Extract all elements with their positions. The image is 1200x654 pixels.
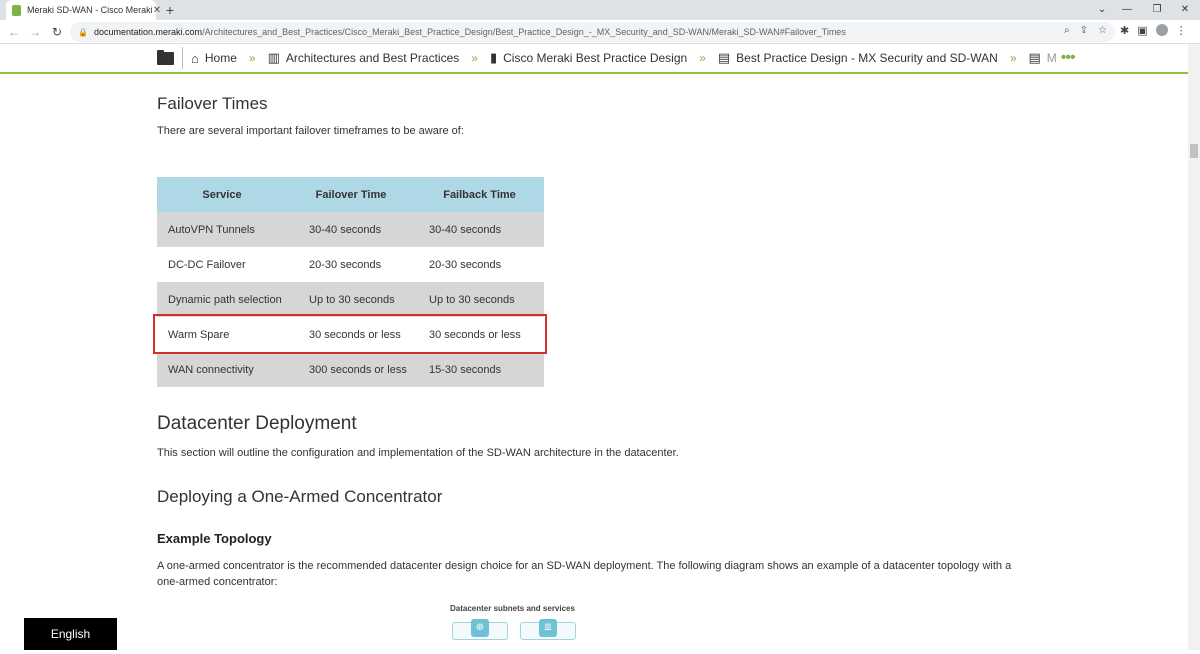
- home-icon: ⌂: [191, 50, 199, 66]
- table-cell: Up to 30 seconds: [415, 282, 544, 317]
- breadcrumb-best-practice-design[interactable]: [490, 50, 687, 66]
- url-input[interactable]: [70, 22, 1115, 42]
- table-cell: 300 seconds or less: [287, 352, 415, 387]
- table-cell: Warm Spare: [157, 317, 287, 352]
- table-cell: 20-30 seconds: [287, 247, 415, 282]
- breadcrumb-separator: »: [248, 51, 256, 65]
- breadcrumb-separator: »: [699, 51, 706, 65]
- breadcrumb: [157, 44, 1075, 72]
- back-button[interactable]: ←: [8, 25, 20, 39]
- diagram-node: [452, 622, 508, 640]
- table-header-row: [157, 177, 544, 212]
- table-cell: DC-DC Failover: [157, 247, 287, 282]
- star-icon[interactable]: ☆: [1098, 25, 1107, 36]
- url-host: documentation.meraki.com: [94, 27, 203, 37]
- close-tab-icon[interactable]: ✕: [152, 4, 162, 16]
- table-cell: Up to 30 seconds: [287, 282, 415, 317]
- books-icon: ▥: [267, 50, 280, 65]
- side-panel-icon[interactable]: ▣: [1137, 25, 1148, 37]
- document-icon: ▤: [1028, 50, 1041, 65]
- table-cell: AutoVPN Tunnels: [157, 212, 287, 247]
- new-tab-button[interactable]: +: [165, 2, 175, 18]
- url-path: /Architectures_and_Best_Practices/Cisco_Meraki_Best_Practice_Design/Best_Practice_Design_-_MX_Security_and_SD-WAN/Meraki_SD-WAN#Failover_Times: [202, 27, 846, 37]
- section-heading-failover: Failover Times: [157, 94, 268, 113]
- menu-icon[interactable]: ⋮: [1175, 25, 1187, 37]
- table-cell: 20-30 seconds: [415, 247, 544, 282]
- breadcrumb-mx-security[interactable]: [718, 50, 998, 66]
- table-cell: WAN connectivity: [157, 352, 287, 387]
- breadcrumb-separator: »: [1009, 51, 1017, 65]
- table-cell: 30 seconds or less: [415, 317, 544, 352]
- close-window-button[interactable]: ✕: [1180, 4, 1190, 15]
- table-cell: Dynamic path selection: [157, 282, 287, 317]
- table-cell: 30-40 seconds: [415, 212, 544, 247]
- failover-intro: There are several important failover timeframes to be aware of:: [157, 125, 464, 137]
- diagram-node: [520, 622, 576, 640]
- scrollbar[interactable]: [1188, 44, 1200, 650]
- more-icon[interactable]: •••: [1060, 49, 1075, 66]
- restore-button[interactable]: ❐: [1152, 4, 1162, 15]
- table-cell: 30 seconds or less: [287, 317, 415, 352]
- one-armed-body: A one-armed concentrator is the recommended datacenter design choice for an SD-WAN deployment. The following diagram shows an example of a datacenter topology with a one-armed concentrator:: [157, 560, 1012, 588]
- column-header: Failover Time: [287, 177, 415, 212]
- breadcrumb-label: Architectures and Best Practices: [285, 51, 460, 65]
- lock-icon: 🔒: [78, 27, 88, 37]
- table-row: [157, 282, 544, 317]
- browser-tab[interactable]: [6, 0, 162, 20]
- tab-title: Meraki SD-WAN - Cisco Meraki: [27, 5, 153, 15]
- zoom-icon[interactable]: ⌕: [1064, 25, 1070, 36]
- table-row: [157, 247, 544, 282]
- diagram-title: Datacenter subnets and services: [450, 604, 575, 613]
- database-icon: ≣: [539, 619, 557, 637]
- subheading-example-topology: Example Topology: [157, 531, 272, 546]
- globe-icon: ⊕: [471, 619, 489, 637]
- breadcrumb-architectures[interactable]: [268, 50, 460, 66]
- table-cell: 15-30 seconds: [415, 352, 544, 387]
- table-row: [157, 317, 544, 352]
- failover-table: [157, 177, 544, 387]
- chevron-down-icon[interactable]: ⌄: [1097, 4, 1107, 15]
- browser-tab-bar: [0, 0, 1200, 20]
- column-header: Failback Time: [415, 177, 544, 212]
- favicon-icon: [12, 5, 21, 16]
- section-heading-one-armed: Deploying a One-Armed Concentrator: [157, 487, 443, 506]
- document-icon: ▤: [717, 50, 731, 65]
- language-selector[interactable]: English: [24, 618, 117, 650]
- extensions-icon[interactable]: ✱: [1120, 25, 1130, 37]
- section-heading-datacenter: Datacenter Deployment: [157, 413, 357, 434]
- breadcrumb-bar: [0, 44, 1188, 74]
- breadcrumb-home[interactable]: [191, 51, 237, 66]
- book-icon: ▮: [489, 50, 498, 65]
- breadcrumb-label: M: [1046, 51, 1057, 65]
- breadcrumb-label: Home: [204, 51, 237, 65]
- forward-button[interactable]: →: [29, 25, 41, 39]
- table-row: [157, 212, 544, 247]
- address-bar-row: [0, 20, 1200, 44]
- breadcrumb-label: Cisco Meraki Best Practice Design: [503, 51, 688, 65]
- divider: [182, 47, 183, 69]
- profile-avatar[interactable]: [1156, 24, 1168, 36]
- datacenter-intro: This section will outline the configuration and implementation of the SD-WAN architecture in the datacenter.: [157, 447, 679, 459]
- share-icon[interactable]: ⇪: [1079, 25, 1089, 36]
- minimize-button[interactable]: —: [1122, 4, 1132, 15]
- table-row: [157, 352, 544, 387]
- table-cell: 30-40 seconds: [287, 212, 415, 247]
- folder-icon[interactable]: [157, 52, 174, 65]
- column-header: Service: [157, 177, 287, 212]
- reload-button[interactable]: ↻: [51, 25, 63, 39]
- topology-diagram: [450, 604, 590, 654]
- scrollbar-thumb[interactable]: [1190, 144, 1198, 158]
- breadcrumb-meraki-sd-wan[interactable]: [1029, 50, 1057, 66]
- breadcrumb-label: Best Practice Design - MX Security and SD-WAN: [736, 51, 998, 65]
- breadcrumb-separator: »: [471, 51, 478, 65]
